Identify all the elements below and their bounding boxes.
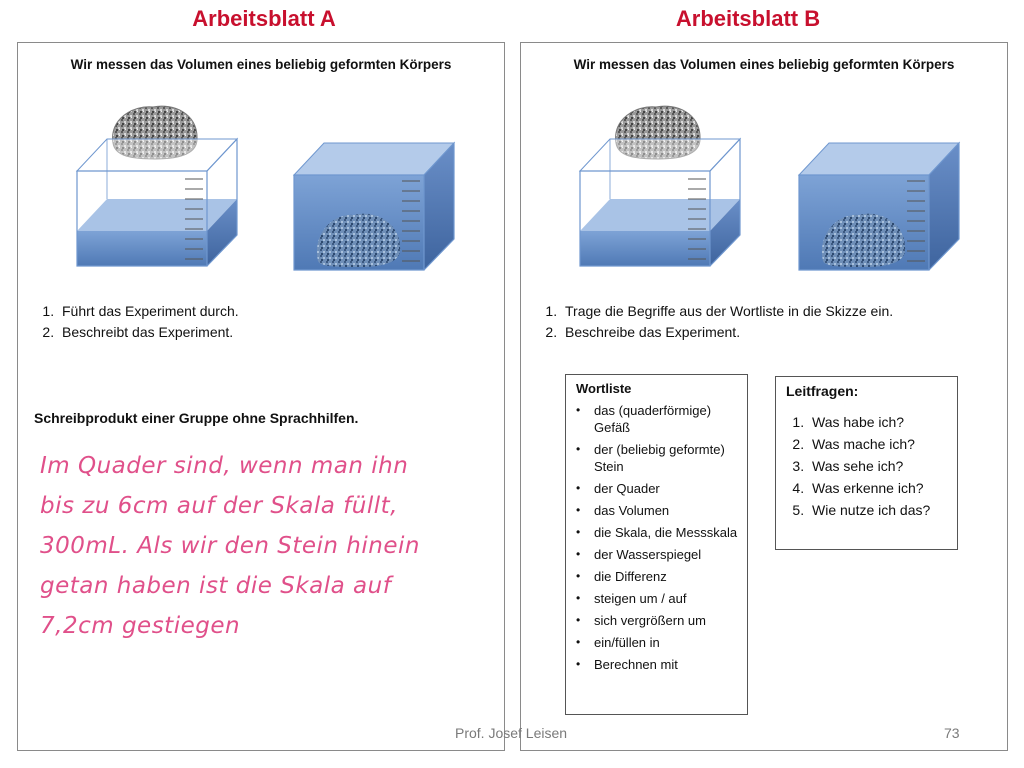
handwriting-line: 300mL. Als wir den Stein hinein [40,533,420,559]
footer-author: Prof. Josef Leisen [455,725,568,741]
leitfragen-box [775,376,958,550]
title-arbeitsblatt-a: Arbeitsblatt A [192,6,336,31]
title-arbeitsblatt-b: Arbeitsblatt B [675,6,821,31]
task-item: 1. Führt das Experiment durch. [58,301,239,322]
wortliste-box [565,374,748,715]
handwriting-line: 7,2cm gestiegen [40,613,241,639]
wortliste-item: • das Volumen [566,502,739,519]
handwriting-line: bis zu 6cm auf der Skala füllt, [40,493,398,519]
task-item: 1. Trage die Begriffe aus der Wortliste in die Skizze ein. [561,301,893,322]
wortliste-item: • steigen um / auf [566,590,739,607]
task-item: 2. Beschreibt das Experiment. [58,322,239,343]
handwriting-line: Im Quader sind, wenn man ihn [40,453,409,479]
wortliste-item: • die Skala, die Messskala [566,524,739,541]
leitfragen-item: 4. Was erkenne ich? [808,477,957,499]
wortliste-item: • das (quaderförmige) Gefäß [566,402,739,436]
wortliste-list [566,402,747,673]
leitfragen-list [776,411,957,521]
tank-before-illustration [73,101,243,271]
tank-after-illustration [290,135,460,275]
group-note: Schreibprodukt einer Gruppe ohne Sprachhilfen. [34,410,359,426]
wortliste-title: Wortliste [576,381,632,396]
wortliste-item: • die Differenz [566,568,739,585]
panel-a-heading: Wir messen das Volumen eines beliebig geformten Körpers [70,57,452,72]
wortliste-item: • ein/füllen in [566,634,739,651]
panel-b-heading: Wir messen das Volumen eines beliebig geformten Körpers [573,57,955,72]
leitfragen-item: 3. Was sehe ich? [808,455,957,477]
wortliste-item: • der Wasserspiegel [566,546,739,563]
panel-a-task-list [32,301,239,343]
leitfragen-item: 5. Wie nutze ich das? [808,499,957,521]
leitfragen-item: 1. Was habe ich? [808,411,957,433]
panel-b-task-list [535,301,893,343]
tank-before-illustration [576,101,746,271]
leitfragen-title: Leitfragen: [786,383,859,399]
tank-after-illustration [795,135,965,275]
page-number: 73 [944,725,960,741]
handwritten-text [40,446,470,646]
wortliste-item: • sich vergrößern um [566,612,739,629]
panel-arbeitsblatt-b [520,42,1008,751]
task-item: 2. Beschreibe das Experiment. [561,322,893,343]
wortliste-item: • Berechnen mit [566,656,739,673]
panel-arbeitsblatt-a [17,42,505,751]
wortliste-item: • der (beliebig geformte) Stein [566,441,739,475]
leitfragen-item: 2. Was mache ich? [808,433,957,455]
handwriting-line: getan haben ist die Skala auf [40,573,392,599]
wortliste-item: • der Quader [566,480,739,497]
